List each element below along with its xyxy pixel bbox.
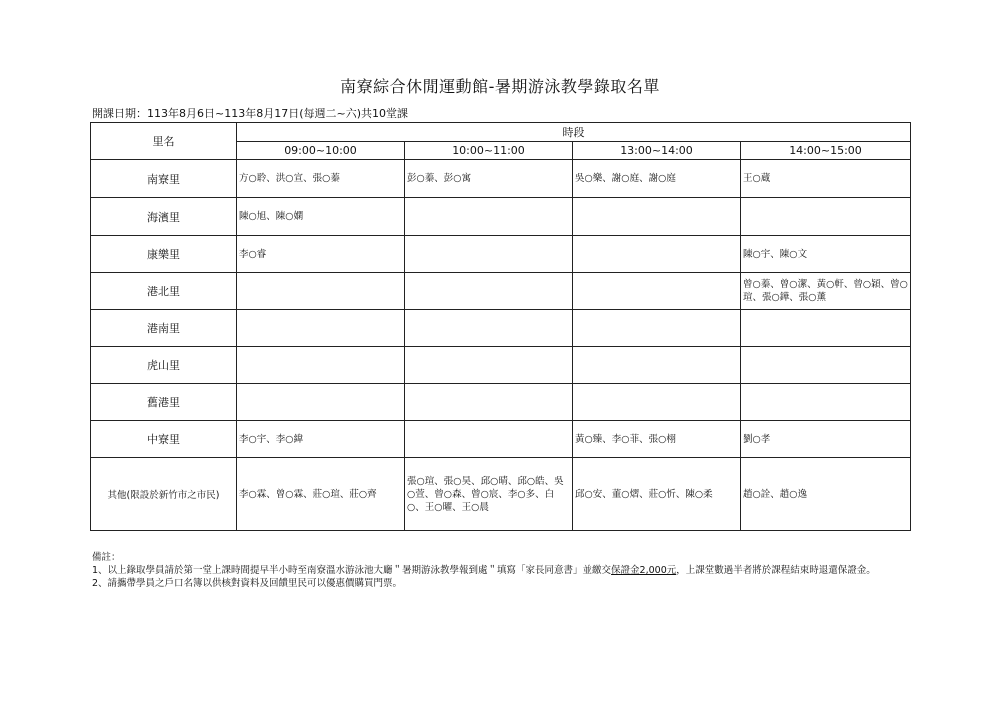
enrollee-names-cell [405,421,573,458]
enrollee-names-cell: 曾○蓁、曾○潔、黃○軒、曾○穎、曾○瑄、張○鏵、張○薰 [741,273,911,310]
village-name: 舊港里 [91,384,237,421]
table-row [91,273,911,310]
enrollee-names-cell: 李○宇、李○緯 [237,421,405,458]
enrollee-names-cell [573,273,741,310]
enrollee-names-cell: 彭○蓁、彭○寓 [405,160,573,198]
enrollee-names-cell [573,384,741,421]
village-name: 虎山里 [91,347,237,384]
notes-heading: 備註： [92,552,121,563]
village-name: 南寮里 [91,160,237,198]
village-name: 康樂里 [91,236,237,273]
page-title: 南寮綜合休閒運動館-暑期游泳教學錄取名單 [340,77,660,96]
enrollee-names-cell [237,347,405,384]
notes-section [92,551,876,590]
enrollee-names-cell: 王○蔵 [741,160,911,198]
enrollee-names-cell: 黃○臻、李○菲、張○栩 [573,421,741,458]
table-row [91,236,911,273]
note-1-text-a: 1、以上錄取學員請於第一堂上課時間提早半小時至南寮溫水游泳池大廳＂暑期游泳教學報到處＂填寫「家長同意書」並繳交 [92,565,612,576]
enrollee-names-cell [573,310,741,347]
enrollee-names-cell: 李○霖、曾○霖、莊○瑄、莊○齊 [237,458,405,531]
enrollee-names-cell: 李○睿 [237,236,405,273]
note-1-text-c: ，上課堂數過半者將於課程結束時退還保證金。 [676,565,876,576]
table-row [91,347,911,384]
enrollee-names-cell [573,347,741,384]
note-line-2: 2、請攜帶學員之戶口名簿以供核對資料及回饋里民可以優惠價購買門票。 [92,578,403,589]
village-name: 海濱里 [91,198,237,236]
course-dates: 開課日期：113年8月6日~113年8月17日(每週二~六)共10堂課 [92,107,408,120]
enrollee-names-cell [741,310,911,347]
enrollee-names-cell [405,384,573,421]
enrollee-names-cell: 吳○樂、謝○庭、謝○庭 [573,160,741,198]
note-line-1 [92,564,876,577]
time-slot-header: 13:00~14:00 [573,142,741,160]
table-row [91,160,911,198]
village-name: 其他(限設於新竹市之市民) [91,458,237,531]
enrollee-names-cell [405,273,573,310]
enrollee-names-cell [405,310,573,347]
table-row [91,384,911,421]
enrollee-names-cell: 劉○孝 [741,421,911,458]
enrollee-names-cell [405,347,573,384]
enrollee-names-cell: 趙○詮、趙○逸 [741,458,911,531]
village-name: 港南里 [91,310,237,347]
village-name-header: 里名 [91,123,237,160]
table-row [91,198,911,236]
table-row [91,458,911,531]
enrollee-names-cell [573,198,741,236]
time-slot-header: 10:00~11:00 [405,142,573,160]
enrollee-names-cell [237,310,405,347]
deposit-amount: 保證金2,000元 [611,565,677,576]
enrollee-names-cell [741,198,911,236]
village-name: 中寮里 [91,421,237,458]
table-row [91,421,911,458]
admission-roster-table [90,122,911,531]
village-name: 港北里 [91,273,237,310]
enrollee-names-cell [741,347,911,384]
enrollee-names-cell [741,384,911,421]
enrollee-names-cell [573,236,741,273]
time-period-header: 時段 [237,123,911,142]
enrollee-names-cell [405,236,573,273]
enrollee-names-cell [237,273,405,310]
enrollee-names-cell: 邱○安、董○熠、莊○忻、陳○柔 [573,458,741,531]
enrollee-names-cell: 陳○旭、陳○嫻 [237,198,405,236]
enrollee-names-cell: 陳○宇、陳○文 [741,236,911,273]
enrollee-names-cell: 張○瑄、張○昊、邱○晴、邱○皓、吳○萱、曾○森、曾○宸、李○多、白○、王○曜、王○晨 [405,458,573,531]
enrollee-names-cell [237,384,405,421]
time-slot-header: 14:00~15:00 [741,142,911,160]
enrollee-names-cell [405,198,573,236]
enrollee-names-cell: 方○聆、洪○宣、張○蓁 [237,160,405,198]
time-slot-header: 09:00~10:00 [237,142,405,160]
table-row [91,310,911,347]
